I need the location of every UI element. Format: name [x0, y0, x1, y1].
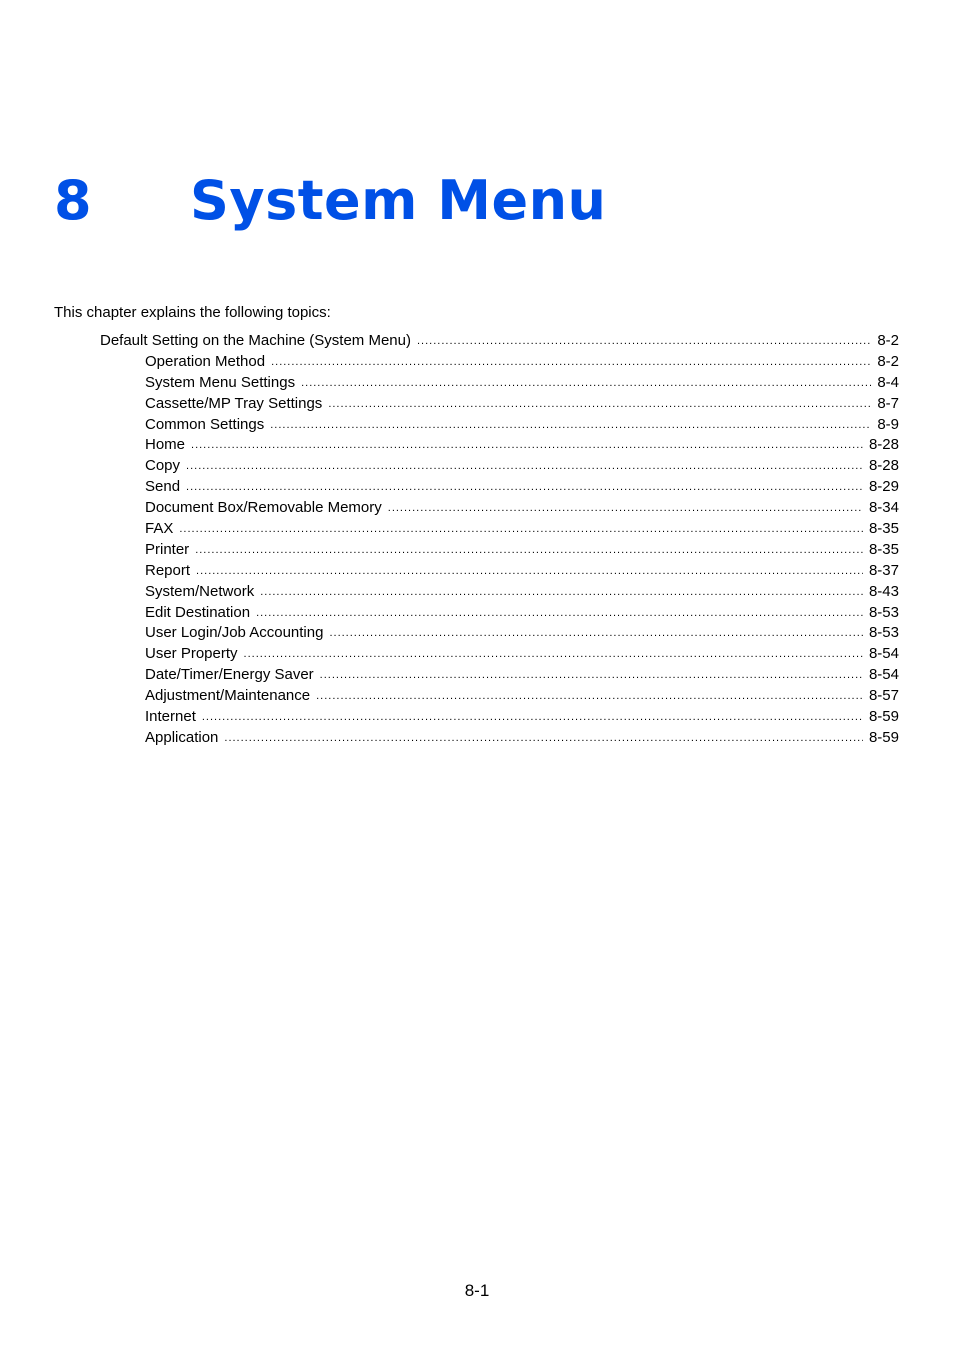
toc-entry[interactable]	[0, 477, 899, 498]
toc-entry[interactable]	[0, 540, 899, 561]
toc-entry-page: 8-28	[868, 457, 899, 475]
chapter-number: 8	[54, 169, 92, 232]
toc-entry[interactable]	[0, 582, 899, 603]
toc-entry-label: Default Setting on the Machine (System Menu)	[100, 332, 411, 349]
toc-dot-leader	[328, 394, 871, 415]
toc-entry-page: 8-54	[868, 645, 899, 663]
toc-entry-label: FAX	[145, 520, 174, 538]
toc-entry[interactable]	[0, 352, 899, 373]
toc-entry[interactable]	[0, 686, 899, 707]
toc-dot-leader	[256, 603, 863, 624]
toc-entry[interactable]	[0, 603, 899, 624]
toc-entry-page: 8-54	[868, 666, 899, 684]
toc-entry-label: System/Network	[145, 582, 255, 600]
toc-entry-page: 8-35	[868, 540, 899, 558]
toc-entry[interactable]	[0, 665, 899, 686]
toc-entry[interactable]	[0, 644, 899, 665]
toc-entry[interactable]	[0, 519, 899, 540]
toc-entry[interactable]	[0, 435, 899, 456]
toc-dot-leader	[191, 435, 863, 456]
toc-entry-label: Common Settings	[145, 415, 265, 433]
toc-entry-page: 8-34	[868, 499, 899, 517]
toc-entry[interactable]	[0, 498, 899, 519]
toc-entry-page: 8-28	[868, 436, 899, 454]
toc-entry-label: Adjustment/Maintenance	[145, 687, 311, 705]
toc-entry-label: Internet	[145, 708, 196, 726]
toc-entry-label: Home	[145, 436, 186, 454]
toc-entry-label: Application	[145, 728, 219, 746]
toc-entry-label: Cassette/MP Tray Settings	[145, 394, 323, 412]
toc-entry-label: User Property	[145, 645, 238, 663]
toc-dot-leader	[186, 477, 863, 498]
toc-entry-page: 8-59	[868, 708, 899, 726]
toc-entry-page: 8-43	[868, 582, 899, 600]
toc-dot-leader	[260, 582, 863, 603]
toc-dot-leader	[417, 331, 871, 352]
table-of-contents	[0, 331, 954, 749]
chapter-intro: This chapter explains the following topics:	[54, 304, 331, 321]
toc-dot-leader	[301, 373, 871, 394]
toc-dot-leader	[195, 540, 863, 561]
toc-entry-label: Date/Timer/Energy Saver	[145, 666, 314, 684]
toc-entry-label: Document Box/Removable Memory	[145, 499, 382, 517]
toc-dot-leader	[196, 561, 863, 582]
toc-entry-label: Edit Destination	[145, 603, 251, 621]
toc-entry-page: 8-53	[868, 624, 899, 642]
toc-entry-page: 8-2	[877, 352, 899, 370]
toc-dot-leader	[244, 644, 863, 665]
page-number: 8-1	[464, 1281, 490, 1300]
toc-entry-page: 8-37	[868, 561, 899, 579]
toc-entry[interactable]	[0, 623, 899, 644]
toc-dot-leader	[320, 665, 863, 686]
toc-entry-label: Report	[145, 561, 191, 579]
toc-dot-leader	[179, 519, 863, 540]
toc-entry-page: 8-29	[868, 478, 899, 496]
toc-entry-label: User Login/Job Accounting	[145, 624, 324, 642]
chapter-title: System Menu	[190, 169, 607, 232]
toc-dot-leader	[270, 415, 871, 436]
toc-entry[interactable]	[0, 456, 899, 477]
toc-dot-leader	[186, 456, 863, 477]
toc-entry-label: Send	[145, 478, 181, 496]
toc-entry[interactable]	[0, 415, 899, 436]
toc-dot-leader	[316, 686, 863, 707]
toc-entry-label: Operation Method	[145, 352, 266, 370]
toc-entry-page: 8-4	[877, 373, 899, 391]
toc-entry[interactable]	[0, 331, 899, 352]
toc-entry-label: Copy	[145, 457, 181, 475]
toc-dot-leader	[224, 728, 863, 749]
toc-entry[interactable]	[0, 561, 899, 582]
toc-dot-leader	[271, 352, 871, 373]
toc-entry[interactable]	[0, 728, 899, 749]
toc-entry-page: 8-53	[868, 603, 899, 621]
toc-entry-page: 8-2	[877, 332, 899, 349]
toc-entry-page: 8-57	[868, 687, 899, 705]
toc-entry[interactable]	[0, 394, 899, 415]
toc-entry-page: 8-7	[877, 394, 899, 412]
chapter-heading	[54, 166, 914, 236]
toc-dot-leader	[329, 623, 863, 644]
toc-entry-label: Printer	[145, 540, 190, 558]
toc-entry[interactable]	[0, 373, 899, 394]
toc-entry[interactable]	[0, 707, 899, 728]
toc-dot-leader	[202, 707, 863, 728]
toc-entry-label: System Menu Settings	[145, 373, 296, 391]
toc-entry-page: 8-59	[868, 728, 899, 746]
toc-dot-leader	[388, 498, 863, 519]
toc-entry-page: 8-9	[877, 415, 899, 433]
toc-entry-page: 8-35	[868, 520, 899, 538]
